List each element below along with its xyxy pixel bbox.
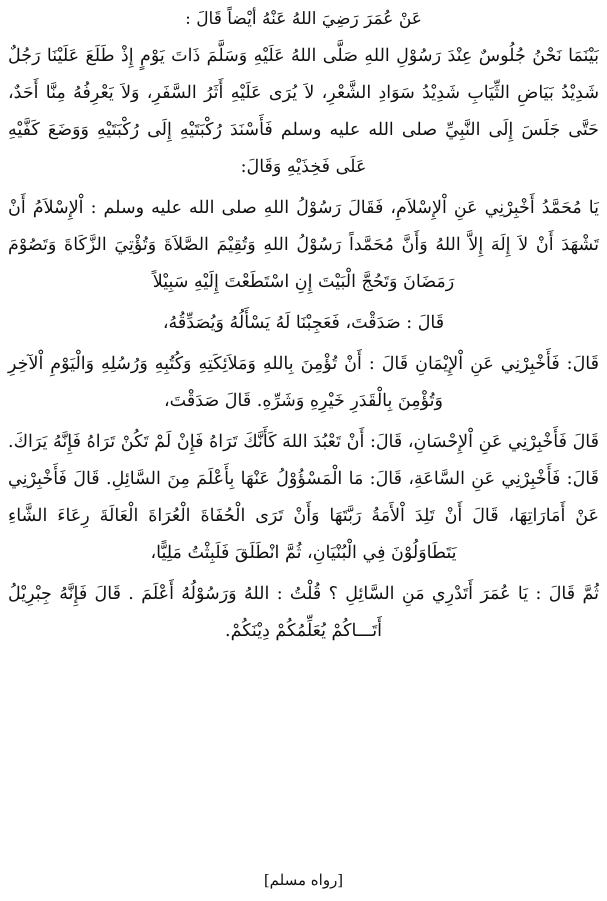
hadith-paragraph-2: يَا مُحَمَّدُ أَخْبِرْنِي عَنِ اْلإِسْلاَمِ، فَقَالَ رَسُوْلُ اللهِ صلى الله عليه وسلم : اْلإِسْلاَمُ أَنْ تَشْهَدَ أَنْ لاَ إِلَهَ إِلاَّ اللهُ وَأَنَّ مُحَمَّداً رَسُوْلُ اللهِ وَتُقِيْمَ الصَّلاَةَ وَتُؤْتِيَ الزَّكَاةَ وَتَصُوْمَ رَمَضَانَ وَتَحُجَّ الْبَيْتَ إِنِ اسْتَطَعْتَ إِلَيْهِ سَبِيْلاً (8, 198, 599, 292)
hadith-paragraph-6: ثُمَّ قَالَ : يَا عُمَرَ أَتَدْرِي مَنِ السَّائِلِ ؟ قُلْتُ : اللهُ وَرَسُوْلُهُ أَعْلَمَ . قَالَ فَإِنَّهُ جِبْرِيْلُ أَتَـــاكُمْ يُعَلِّمُكُمْ دِيْنَكُمْ. (8, 584, 599, 641)
hadith-paragraph-3: قَالَ : صَدَقْتَ، فَعَجِبْنَا لَهُ يَسْأَلُهُ وَيُصَدِّقُهُ، (162, 313, 445, 333)
hadith-source: [رواه مسلم] (263, 871, 344, 889)
hadith-paragraph-1: بَيْنَمَا نَحْنُ جُلُوسٌ عِنْدَ رَسُوْلِ اللهِ صَلَّى اللهُ عَلَيْهِ وَسَلَّمَ ذَاتَ يَوْمٍ إِذْ طَلَعَ عَلَيْنَا رَجُلٌ شَدِيْدُ بَيَاضِ الثِّيَابِ شَدِيْدُ سَوَادِ الشَّعْرِ، لاَ يُرَى عَلَيْهِ أَثَرُ السَّفَرِ، وَلاَ يَعْرِفُهُ مِنَّا أَحَدٌ، حَتَّى جَلَسَ إِلَى النَّبِيِّ صلى الله عليه وسلم فَأَسْنَدَ رُكْبَتَيْهِ إِلَى رُكْبَتَيْهِ وَوَضَعَ كَفَّيْهِ عَلَى فَخِذَيْهِ وَقَالَ: (8, 46, 599, 177)
hadith-paragraph-5: قَالَ فَأَخْبِرْنِي عَنِ اْلإِحْسَانِ، قَالَ: أَنْ تَعْبُدَ اللهَ كَأَنَّكَ تَرَاهُ فَإِنْ لَمْ تَكُنْ تَرَاهُ فَإِنَّهُ يَرَاكَ. قَالَ: فَأَخْبِرْنِي عَنِ السَّاعَةِ، قَالَ: مَا الْمَسْؤُوْلُ عَنْهَا بِأَعْلَمَ مِنَ السَّائِلِ. قَالَ فَأَخْبِرْنِي عَنْ أَمَارَاتِهَا، قَالَ أَنْ تَلِدَ اْلأَمَةُ رَبَّتَهَا وَأَنْ تَرَى الْحُفَاةَ الْعُرَاةَ الْعَالَةَ رِعَاءَ الشَّاءِ يَتَطَاوَلُوْنَ فِي الْبُنْيَانِ، ثُمَّ انْطَلَقَ فَلَبِثْتُ مَلِيًّا، (8, 432, 599, 563)
hadith-intro: عَنْ عُمَرَ رَضِيَ اللهُ عَنْهُ أيْضاً قَالَ : (185, 9, 422, 29)
hadith-paragraph-4: قَالَ: فَأَخْبِرْنِي عَنِ اْلإِيْمَانِ قَالَ : أَنْ تُؤْمِنَ بِاللهِ وَمَلاَئِكَتِهِ وَكُتُبِهِ وَرُسُلِهِ وَالْيَوْمِ اْلآخِرِ وَتُؤْمِنَ بِالْقَدَرِ خَيْرِهِ وَشَرِّهِ. قَالَ صَدَقْتَ، (8, 354, 599, 411)
